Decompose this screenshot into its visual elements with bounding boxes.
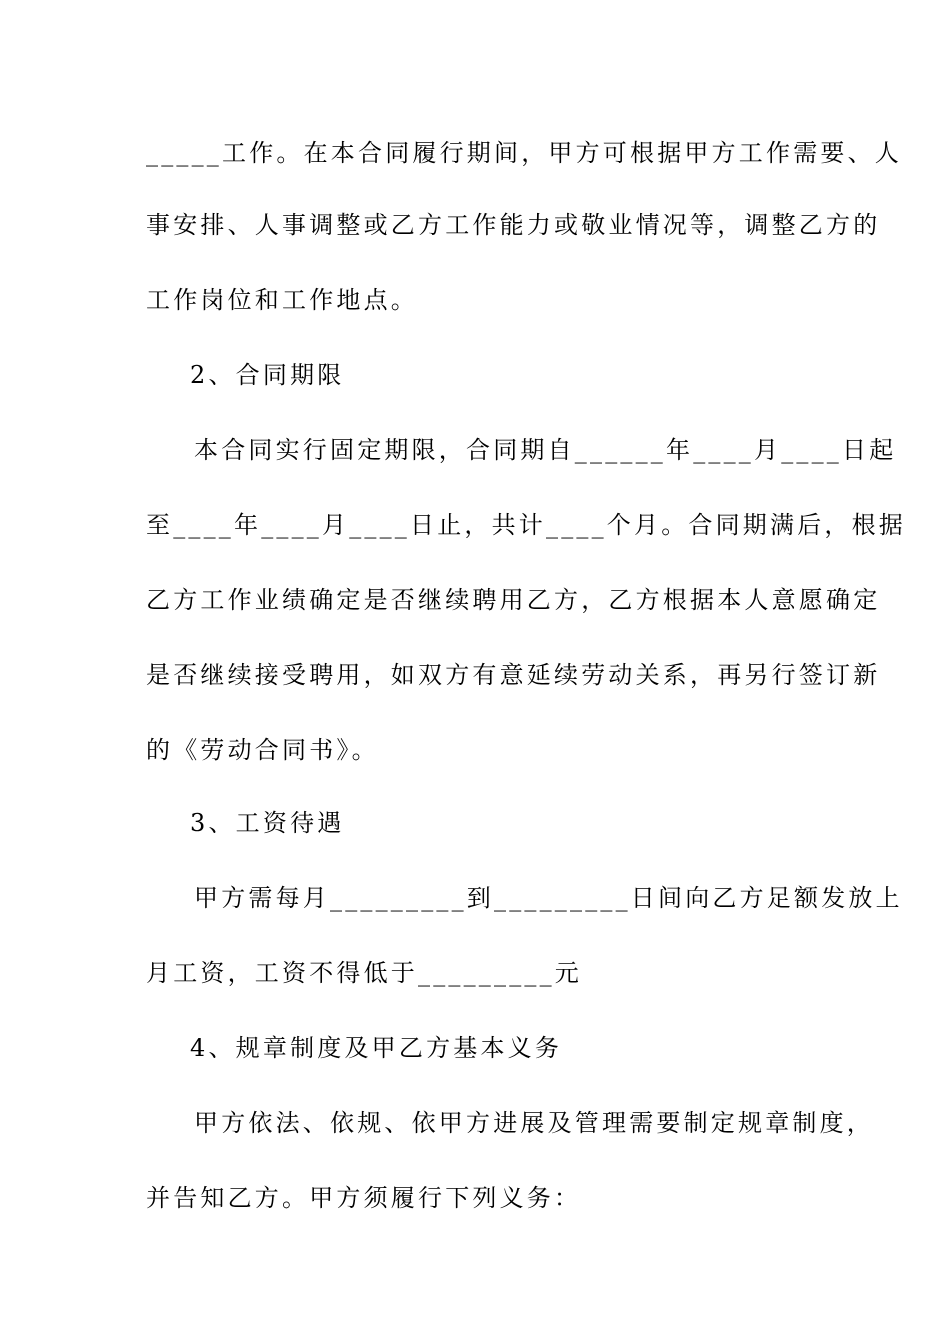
paragraph-line: 是否继续接受聘用，如双方有意延续劳动关系，再另行签订新	[146, 661, 881, 689]
paragraph-line: 的《劳动合同书》。	[146, 736, 379, 764]
paragraph-line: 甲方需每月_________到_________日间向乙方足额发放上	[194, 884, 903, 912]
paragraph-line: 月工资，工资不得低于_________元	[146, 959, 582, 987]
paragraph-line: 乙方工作业绩确定是否继续聘用乙方，乙方根据本人意愿确定	[146, 586, 881, 614]
paragraph-line: 并告知乙方。甲方须履行下列义务：	[146, 1184, 582, 1212]
paragraph-line: _____工作。在本合同履行期间，甲方可根据甲方工作需要、人	[146, 139, 902, 167]
section-heading-salary: 3、工资待遇	[190, 809, 345, 837]
paragraph-line: 工作岗位和工作地点。	[146, 286, 418, 314]
paragraph-line: 事安排、人事调整或乙方工作能力或敬业情况等，调整乙方的	[146, 211, 881, 239]
paragraph-line: 至____年____月____日止，共计____个月。合同期满后，根据	[146, 511, 906, 539]
section-heading-rules-obligations: 4、规章制度及甲乙方基本义务	[190, 1034, 563, 1062]
paragraph-line: 本合同实行固定期限，合同期自______年____月____日起	[194, 436, 897, 464]
section-heading-contract-term: 2、合同期限	[190, 361, 345, 389]
paragraph-line: 甲方依法、依规、依甲方进展及管理需要制定规章制度，	[194, 1109, 874, 1137]
